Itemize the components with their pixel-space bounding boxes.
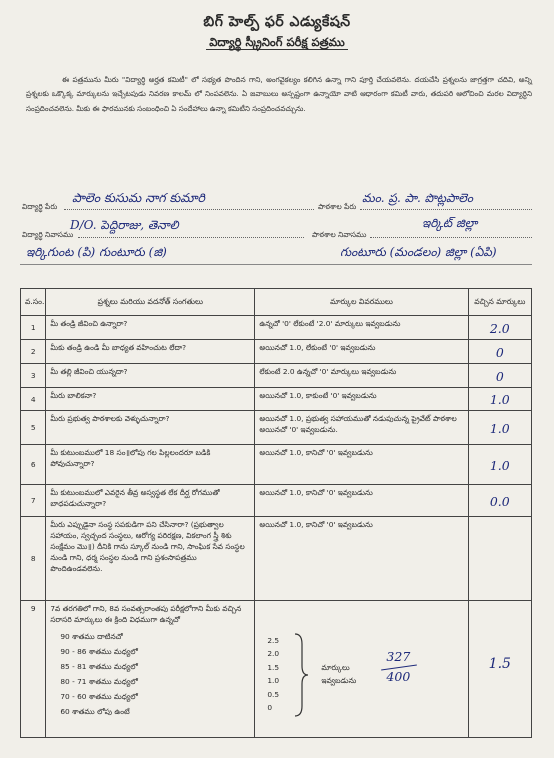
- range-item: 70 - 60 శాతము మధ్యలో: [60, 692, 138, 701]
- address-underline: [20, 264, 532, 265]
- table-header-row: [21, 289, 532, 316]
- row-marking: అయినచో 1.0, కానిచో '0' ఇవ్వబడును: [255, 485, 468, 517]
- row-question: మీ తల్లి జీవించి యున్నదా?: [46, 364, 255, 388]
- percentage-ranges: [50, 629, 250, 719]
- student-name-label: విద్యార్థి పేరు: [22, 202, 58, 211]
- row-question: మీ కుటుంబములో 18 సం॥లోపు గల పిల్లలందరూ బడికి పోవుచున్నారా?: [46, 445, 255, 485]
- row-score-cell[interactable]: [468, 517, 531, 601]
- table-row: [21, 445, 532, 485]
- row-score-cell[interactable]: [468, 445, 531, 485]
- row-score-cell[interactable]: [468, 388, 531, 411]
- row-question: మీరు ఎప్పుడైనా సంస్థ సపకుడిగా పని చేసినారా? (ప్రభుత్వాల సహాయం, స్వచ్ఛంద సంస్థలు, ఆరోగ్య పరిరక్షణ, వికలాంగ స్త్రీ శిశు సంక్షేమం మొ॥) దీనికి గాను స్కూల్ నుండి గాని, సాంఘిక సేవ సంస్థల నుండి గాని, ధర్మ సంస్థల నుండి గాని ప్రశంసాపత్రము పొందిఉండవలెను.: [46, 517, 255, 601]
- row-number: 9: [21, 601, 46, 738]
- row-marking: అయినచో 1.0, లేకుంటే '0' ఇవ్వబడును: [255, 340, 468, 364]
- row-question: మీరు బాలికనా?: [46, 388, 255, 411]
- row-marking-9: [255, 601, 468, 738]
- form-title: [0, 35, 554, 52]
- row-marking: ఉన్నచో '0' లేకుంటే '2.0' మార్కులు ఇవ్వబడును: [255, 316, 468, 340]
- form-title-text: విద్యార్థి స్క్రీనింగ్ పరీక్ష పత్రము: [206, 35, 347, 50]
- table-row: [21, 340, 532, 364]
- student-residence-value[interactable]: D/O. పెద్దిరాజు, తెనాలి: [70, 218, 179, 232]
- points-list: [267, 634, 279, 714]
- row-marking: అయినచో 1.0, కానిచో '0' ఇవ్వబడును: [255, 445, 468, 485]
- screening-table: [20, 288, 532, 738]
- table-row: [21, 485, 532, 517]
- row-question: మీరు ప్రభుత్వ పాఠశాలకు వెళ్ళుచున్నారా?: [46, 411, 255, 445]
- table-row: [21, 601, 532, 738]
- col-header-question: ప్రశ్నలు మరియు వదనోత్ సంగతులు: [46, 289, 255, 316]
- school-name-label: పాఠశాల పేరు: [318, 202, 357, 211]
- student-name-value[interactable]: పాలెం కుసుమ నాగ కుమారి: [72, 190, 205, 205]
- table-row: [21, 364, 532, 388]
- range-item: 90 - 86 శాతము మధ్యలో: [60, 647, 138, 656]
- school-name-value[interactable]: మం. ప్ర. పా. పొట్లపాలెం: [362, 191, 474, 205]
- points-value: 2.5: [267, 636, 280, 645]
- row-number: 8: [21, 517, 46, 601]
- instructions-paragraph: ఈ పత్రమును మీరు "విద్యార్థి అర్హత కమిటీ" లో సభ్యత పొందిన గాని, అంగవైకల్యం కలిగిన ఉన్నా గాని పూర్తి చేయవలెను. దయచేసి ప్రశ్నలను జాగ్రత్తగా చదివి, అన్ని ప్రశ్నలకు ఒక్కొక్క మార్కులను ఇచ్చేటపుడు నివరణ కాలమ్ లో నింపవలెను. ఏ జవాబులు అస్పష్టంగా ఉన్నాయో వాటి ఆధారంగా కమిటీ వారు, తదుపరి ఆలోచించి మరల విద్యార్థిని సంప్రదించవలెను. మీకు ఈ ఫారమునకు సంబంధించి ఏ సందేహాలు ఉన్నా కమిటీని సంప్రదించవచ్చును.: [26, 75, 532, 113]
- row-score: 0.0: [489, 493, 510, 509]
- row-score-cell[interactable]: [468, 316, 531, 340]
- points-value: 1.0: [267, 676, 280, 686]
- handwritten-fraction: [377, 648, 419, 688]
- fraction-denominator: 400: [386, 669, 411, 684]
- address-line-2[interactable]: గుంటూరు (మండలం) జిల్లా (ఏపి): [340, 245, 497, 259]
- points-scale: [259, 624, 463, 734]
- table-row: [21, 388, 532, 411]
- row-score-cell[interactable]: [468, 411, 531, 445]
- row-score-cell[interactable]: [468, 364, 531, 388]
- table-row: [21, 411, 532, 445]
- points-value: 1.5: [267, 662, 280, 672]
- row-question: మీ కుటుంబములో ఎవరైన తీవ్ర అస్వస్థత లేక దీర్ఘ రోగముతో బాధపడుచున్నారా?: [46, 485, 255, 517]
- range-item: 80 - 71 శాతము మధ్యలో: [60, 677, 138, 686]
- row-number: 5: [21, 411, 46, 445]
- row-score: 1.0: [489, 420, 510, 436]
- row-score: 0: [495, 344, 504, 360]
- student-residence-label: విద్యార్థి నివాసము: [22, 230, 74, 239]
- table-row: [21, 316, 532, 340]
- row-number: 7: [21, 485, 46, 517]
- school-location-value[interactable]: ఇర్కిట్ జిల్లా: [422, 216, 478, 230]
- row-score-cell[interactable]: [468, 340, 531, 364]
- row-question: మీ తండ్రి జీవించి ఉన్నారా?: [46, 316, 255, 340]
- organization-title: బిగ్ హెల్ప్ ఫర్ ఎడ్యుకేషన్: [203, 14, 351, 30]
- student-residence-line: [78, 237, 304, 238]
- row-score: 1.5: [488, 656, 511, 672]
- points-value: 0.5: [267, 689, 280, 699]
- school-name-line: [360, 209, 532, 210]
- range-item: 90 శాతము దాటినచో: [60, 632, 123, 641]
- row-score: 1.0: [489, 457, 510, 473]
- table-row: [21, 517, 532, 601]
- range-item: 60 శాతము లోపు ఉంటే: [60, 707, 130, 716]
- row-marking: అయినచో 1.0, ప్రభుత్వ సహాయముతో నడుపుచున్న ప్రైవేట్ పాఠశాల అయినచో '0' ఇవ్వబడును.: [255, 411, 468, 445]
- row-score: 0: [495, 368, 504, 384]
- row-number: 6: [21, 445, 46, 485]
- row-question: మీకు తండ్రి ఉండి మీ బాధ్యత వహించుట లేదా?: [46, 340, 255, 364]
- right-brace-icon: [293, 632, 309, 718]
- points-value: 2.0: [267, 649, 280, 659]
- fraction-numerator: 327: [386, 649, 411, 664]
- row-number: 2: [21, 340, 46, 364]
- row-number: 1: [21, 316, 46, 340]
- school-location-label: పాఠశాల నివాసము: [312, 230, 367, 239]
- row-marking: అయినచో 1.0, కాకుంటే '0' ఇవ్వబడును: [255, 388, 468, 411]
- row-score: 2.0: [489, 320, 510, 336]
- col-header-marking: మార్కుల వివరములు: [255, 289, 468, 316]
- row-number: 3: [21, 364, 46, 388]
- points-label: మార్కులు ఇవ్వబడును: [321, 663, 357, 685]
- row-marking: అయినచో 1.0, కానిచో '0' ఇవ్వబడును: [255, 517, 468, 601]
- range-item: 85 - 81 శాతము మధ్యలో: [60, 662, 138, 671]
- row-number: 4: [21, 388, 46, 411]
- row-score: 1.0: [489, 392, 510, 407]
- address-line-1[interactable]: ఇర్కిగుంట (పి) గుంటూరు (జి): [26, 245, 167, 259]
- row-score-cell[interactable]: [468, 485, 531, 517]
- student-name-line: [64, 209, 314, 210]
- points-value: 0: [267, 703, 273, 713]
- school-location-line: [370, 237, 532, 238]
- row-marking: లేకుంటే 2.0 ఉన్నచో '0' మార్కులు ఇవ్వబడును: [255, 364, 468, 388]
- row-score-cell[interactable]: [468, 601, 531, 738]
- row-question-9: [46, 601, 255, 738]
- row-question: 7వ తరగతిలో గాని, 8వ సంవత్సరాంతపు పరీక్షలోగాని మీకు వచ్చిన సరాసరి మార్కులు ఈ క్రింది విధముగా ఉన్నచో: [50, 604, 242, 624]
- col-header-serial: వ.సం.: [21, 289, 46, 316]
- col-header-score: వచ్చిన మార్కులు: [468, 289, 531, 316]
